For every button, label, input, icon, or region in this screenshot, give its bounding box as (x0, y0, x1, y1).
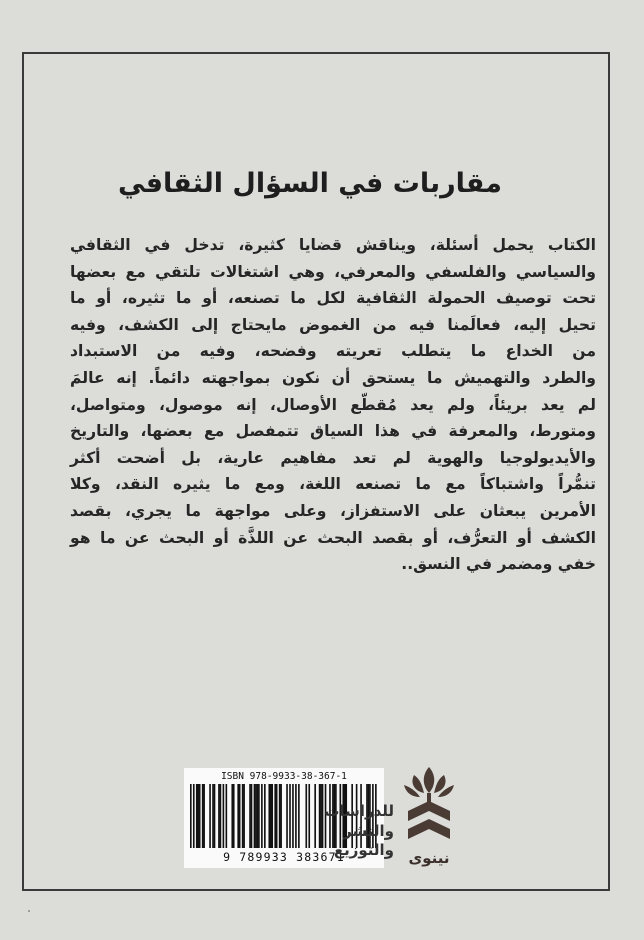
barcode-bar (214, 784, 216, 848)
print-speck (28, 910, 30, 912)
description-line: والطرد والتهميش ما يستحق أن نكون بمواجهته دائماً. إنه عالمَ (70, 368, 596, 387)
barcode-bar (251, 784, 253, 848)
description-line: تحت توصيف الحمولة الثقافية لكل ما تصنعه، أو ما تثيره، أو ما (70, 289, 596, 308)
barcode-bar (264, 784, 266, 848)
barcode-bar (279, 784, 281, 848)
barcode-bar (298, 784, 300, 848)
barcode-bar (203, 784, 205, 848)
barcode-bar (276, 784, 278, 848)
barcode-bar (254, 784, 256, 848)
barcode-bar (212, 784, 214, 848)
barcode-bar (202, 784, 204, 848)
barcode-bar (218, 784, 220, 848)
lotus-icon (400, 765, 458, 847)
barcode-bar (243, 784, 245, 848)
description-line: والأيديولوجيا والهوية لم تعد مفاهيم عارية، بل أضحت أكثر (70, 448, 596, 467)
isbn-label: ISBN 978-9933-38-367-1 (221, 771, 347, 782)
barcode-bar (261, 784, 263, 848)
description-line: لم يعد بريئاً، ولم يعد مُقطّع الأوصال، إنه موصول، ومتواصل، (70, 395, 596, 414)
description-line: تنمُّراً واشتباكاً مع ما تصنعه اللغة، ومع ما يثيره النقد، وكلا (70, 475, 596, 494)
barcode-bar (249, 784, 251, 848)
description-line: الأمرين يبعثان على الاستفزاز، وعلى مواجهة ما يجري، بقصد (70, 501, 596, 520)
barcode-bar (271, 784, 273, 848)
description-line: من الخداع ما يتطلب تعريته وفضحه، وفيه من الاستبداد (70, 342, 596, 361)
barcode-bar (295, 784, 297, 848)
barcode-bar (292, 784, 294, 848)
barcode-bar (223, 784, 225, 848)
barcode-bar (289, 784, 291, 848)
publisher-logo (400, 765, 458, 875)
barcode-bar (268, 784, 270, 848)
barcode-bar (305, 784, 307, 848)
book-title: مقاربات في السؤال الثقافي (118, 168, 502, 199)
publisher-line: والتوزيع (333, 841, 394, 859)
description-line: والسياسي والفلسفي والمعرفي، وهي اشتغالات تلتقي مع بعضها (70, 262, 596, 281)
barcode-bar (220, 784, 222, 848)
barcode-bar (258, 784, 260, 848)
logo-name: نينوى (408, 849, 450, 867)
barcode-bar (226, 784, 228, 848)
publisher-line: للدراسات (324, 802, 394, 820)
barcode-bar (209, 784, 211, 848)
barcode-bar (199, 784, 201, 848)
barcode-bar (308, 784, 310, 848)
barcode-bar (237, 784, 239, 848)
barcode-bar (286, 784, 288, 848)
barcode-bar (231, 784, 233, 848)
barcode-bar (274, 784, 276, 848)
barcode-bar (239, 784, 241, 848)
barcode-bar (270, 784, 272, 848)
barcode-bar (255, 784, 257, 848)
barcode-bar (257, 784, 259, 848)
barcode-bar (242, 784, 244, 848)
description-line: خفي ومضمر في النسق.. (401, 555, 596, 574)
description-line: الكشف أو التعرُّف، أو بقصد البحث عن اللذَّة أو البحث عن ما هو (70, 528, 596, 547)
description-line: الكتاب يحمل أسئلة، ويناقش قضايا كثيرة، تدخل في الثقافي (70, 236, 596, 254)
barcode-bar (280, 784, 282, 848)
description-line: ومتورط، والمعرفة في هذا السياق تتمفصل مع بعضها، والتاريخ (70, 422, 596, 441)
barcode-bar (196, 784, 198, 848)
publisher-name (312, 802, 394, 861)
barcode-bar (193, 784, 195, 848)
isbn-digits: 9 789933 383671 (223, 850, 345, 864)
publisher-line: والنشر (343, 821, 394, 840)
description-line: تحيل إليه، فعالَمنا فيه من الغموض مايحتاج إلى الكشف، وفيه (70, 315, 596, 334)
book-description (70, 232, 596, 578)
barcode-bar (233, 784, 235, 848)
barcode-bar (197, 784, 199, 848)
barcode-bar (190, 784, 192, 848)
